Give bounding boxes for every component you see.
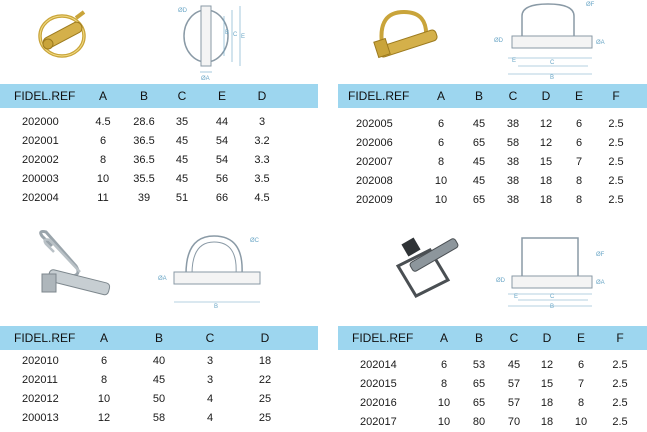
value-cell: 39	[137, 192, 151, 204]
ref-cell: 202014	[360, 359, 397, 371]
brass-shaft-locking-pin-icon	[368, 4, 448, 70]
value-cell: 10	[434, 194, 448, 206]
value-cell: 4.5	[254, 192, 270, 204]
value-cell: 10	[96, 173, 110, 185]
value-cell: 45	[175, 154, 189, 166]
product-panel-shaft-locking-pin	[338, 0, 647, 215]
value-cell: 8	[575, 175, 583, 187]
column-header-ref: FIDEL.REF	[348, 89, 410, 103]
steel-wire-lock-pin-icon	[28, 226, 118, 314]
value-cell: 10	[437, 397, 451, 409]
value-cell: 35.5	[133, 173, 155, 185]
value-cell: 8	[440, 378, 448, 390]
column-header: E	[217, 89, 226, 103]
table-row	[338, 356, 647, 375]
value-cell: 2.5	[608, 118, 624, 130]
value-cell: 15	[540, 378, 554, 390]
column-header: D	[541, 89, 551, 103]
table-row	[0, 390, 318, 409]
table-row	[338, 191, 647, 210]
table-row	[338, 115, 647, 134]
ref-cell: 202007	[356, 156, 393, 168]
value-cell: 36.5	[133, 154, 155, 166]
dim-label: B	[550, 304, 555, 310]
column-header: F	[616, 331, 624, 345]
dim-label: B	[550, 75, 555, 81]
value-cell: 25	[258, 412, 272, 424]
dim-label: E	[241, 34, 246, 40]
value-cell: 18	[540, 416, 554, 428]
value-cell: 8	[437, 156, 445, 168]
column-header: B	[474, 89, 483, 103]
value-cell: 7	[575, 156, 583, 168]
value-cell: 4	[206, 412, 214, 424]
dim-label: C	[233, 32, 238, 38]
ref-cell: 202002	[22, 154, 59, 166]
value-cell: 38	[506, 175, 520, 187]
table-row	[338, 153, 647, 172]
product-panel-wire-lock-pin	[0, 222, 318, 431]
value-cell: 54	[215, 135, 229, 147]
dim-label: ØA	[596, 280, 605, 286]
value-cell: 18	[539, 175, 553, 187]
value-cell: 65	[472, 378, 486, 390]
table-row	[338, 172, 647, 191]
value-cell: 7	[577, 378, 585, 390]
value-cell: 65	[472, 397, 486, 409]
value-cell: 18	[540, 397, 554, 409]
table-row	[0, 151, 318, 170]
brass-linch-pin-ring-icon	[22, 6, 102, 68]
spec-table-header	[0, 326, 318, 350]
value-cell: 40	[152, 355, 166, 367]
value-cell: 45	[152, 374, 166, 386]
ref-cell: 202001	[22, 135, 59, 147]
value-cell: 12	[539, 118, 553, 130]
value-cell: 51	[175, 192, 189, 204]
value-cell: 80	[472, 416, 486, 428]
dim-label: C	[550, 60, 555, 66]
ref-cell: 202012	[22, 393, 59, 405]
ref-cell: 202011	[22, 374, 58, 386]
value-cell: 3.3	[254, 154, 270, 166]
dim-label: ØD	[494, 38, 503, 44]
ref-cell: 202017	[360, 416, 397, 428]
column-header: B	[154, 331, 163, 345]
value-cell: 2.5	[612, 378, 628, 390]
column-header: C	[509, 331, 519, 345]
value-cell: 53	[472, 359, 486, 371]
value-cell: 2.5	[612, 397, 628, 409]
value-cell: 65	[472, 194, 486, 206]
value-cell: 3.2	[254, 135, 270, 147]
ref-cell: 200003	[22, 173, 59, 185]
ref-cell: 202008	[356, 175, 393, 187]
dim-label: ØD	[178, 8, 187, 14]
product-panel-linch-pin	[0, 0, 318, 215]
value-cell: 3	[206, 355, 214, 367]
value-cell: 3.5	[254, 173, 270, 185]
value-cell: 12	[539, 137, 553, 149]
value-cell: 3	[206, 374, 214, 386]
value-cell: 45	[175, 135, 189, 147]
value-cell: 25	[258, 393, 272, 405]
value-cell: 10	[97, 393, 111, 405]
value-cell: 6	[100, 355, 108, 367]
value-cell: 58	[506, 137, 520, 149]
spec-table-header	[338, 84, 647, 108]
value-cell: 44	[215, 116, 229, 128]
dim-label: ØA	[596, 40, 605, 46]
table-row	[0, 189, 318, 208]
value-cell: 66	[215, 192, 229, 204]
shaft-pin-technical-drawing	[488, 0, 608, 80]
dim-label: ØF	[586, 2, 595, 8]
dim-label: C	[550, 294, 555, 300]
column-header: C	[205, 331, 215, 345]
value-cell: 45	[175, 173, 189, 185]
ref-cell: 202005	[356, 118, 393, 130]
table-row	[338, 134, 647, 153]
value-cell: 6	[575, 118, 583, 130]
value-cell: 8	[99, 154, 107, 166]
value-cell: 2.5	[608, 175, 624, 187]
value-cell: 57	[507, 378, 521, 390]
value-cell: 36.5	[133, 135, 155, 147]
product-panel-square-lock-pin	[338, 222, 647, 431]
ref-cell: 202006	[356, 137, 393, 149]
value-cell: 18	[258, 355, 272, 367]
ref-cell: 202009	[356, 194, 393, 206]
table-row	[0, 132, 318, 151]
table-row	[0, 113, 318, 132]
value-cell: 70	[507, 416, 521, 428]
value-cell: 8	[100, 374, 108, 386]
column-header: C	[177, 89, 187, 103]
column-header: A	[99, 331, 108, 345]
column-header: A	[98, 89, 107, 103]
value-cell: 45	[472, 175, 486, 187]
value-cell: 4.5	[95, 116, 111, 128]
value-cell: 12	[97, 412, 111, 424]
linch-pin-technical-drawing	[172, 2, 272, 82]
value-cell: 6	[437, 137, 445, 149]
value-cell: 2.5	[612, 359, 628, 371]
value-cell: 2.5	[612, 416, 628, 428]
table-row	[0, 170, 318, 189]
ref-cell: 202000	[22, 116, 59, 128]
value-cell: 56	[215, 173, 229, 185]
value-cell: 6	[440, 359, 448, 371]
value-cell: 35	[175, 116, 189, 128]
value-cell: 58	[152, 412, 166, 424]
value-cell: 54	[215, 154, 229, 166]
spec-table-header	[338, 326, 647, 350]
column-header: A	[436, 89, 445, 103]
dim-label: ØC	[250, 238, 259, 244]
spec-table-header	[0, 84, 318, 108]
dim-label: B	[214, 304, 219, 310]
value-cell: 6	[577, 359, 585, 371]
value-cell: 8	[575, 194, 583, 206]
value-cell: 45	[507, 359, 521, 371]
value-cell: 38	[506, 194, 520, 206]
column-header: D	[257, 89, 267, 103]
column-header-ref: FIDEL.REF	[14, 331, 76, 345]
value-cell: 2.5	[608, 194, 624, 206]
value-cell: 38	[506, 118, 520, 130]
wire-pin-technical-drawing	[152, 230, 272, 310]
column-header-ref: FIDEL.REF	[352, 331, 414, 345]
value-cell: 6	[437, 118, 445, 130]
table-row	[0, 352, 318, 371]
value-cell: 4	[206, 393, 214, 405]
table-row	[338, 375, 647, 394]
column-header: C	[508, 89, 518, 103]
value-cell: 57	[507, 397, 521, 409]
ref-cell: 200013	[22, 412, 59, 424]
table-row	[0, 371, 318, 390]
value-cell: 2.5	[608, 156, 624, 168]
ref-cell: 202015	[360, 378, 397, 390]
value-cell: 10	[574, 416, 588, 428]
table-row	[338, 394, 647, 413]
value-cell: 10	[434, 175, 448, 187]
column-header-ref: FIDEL.REF	[14, 89, 76, 103]
value-cell: 50	[152, 393, 166, 405]
value-cell: 28.6	[133, 116, 155, 128]
value-cell: 3	[258, 116, 266, 128]
dim-label: ØA	[158, 276, 167, 282]
dim-label: ØA	[201, 76, 210, 82]
value-cell: 38	[506, 156, 520, 168]
square-pin-technical-drawing	[488, 228, 608, 308]
ref-cell: 202016	[360, 397, 397, 409]
column-header: B	[474, 331, 483, 345]
ref-cell: 202010	[22, 355, 59, 367]
value-cell: 45	[472, 156, 486, 168]
table-row	[0, 409, 318, 428]
dim-label: E	[512, 58, 517, 64]
value-cell: 18	[539, 194, 553, 206]
column-header: A	[439, 331, 448, 345]
ref-cell: 202004	[22, 192, 59, 204]
value-cell: 8	[577, 397, 585, 409]
square-wire-lock-pin-icon	[390, 236, 466, 306]
value-cell: 22	[258, 374, 272, 386]
column-header: D	[260, 331, 270, 345]
table-row	[338, 413, 647, 432]
value-cell: 45	[472, 118, 486, 130]
dim-label: B	[225, 30, 230, 36]
value-cell: 15	[539, 156, 553, 168]
value-cell: 6	[99, 135, 107, 147]
dim-label: ØD	[496, 278, 505, 284]
column-header: E	[574, 89, 583, 103]
column-header: F	[612, 89, 620, 103]
column-header: E	[576, 331, 585, 345]
dim-label: ØF	[596, 252, 605, 258]
value-cell: 11	[97, 192, 109, 204]
value-cell: 65	[472, 137, 486, 149]
dim-label: E	[514, 294, 519, 300]
value-cell: 10	[437, 416, 451, 428]
value-cell: 6	[575, 137, 583, 149]
value-cell: 2.5	[608, 137, 624, 149]
column-header: B	[139, 89, 148, 103]
value-cell: 12	[540, 359, 554, 371]
column-header: D	[542, 331, 552, 345]
